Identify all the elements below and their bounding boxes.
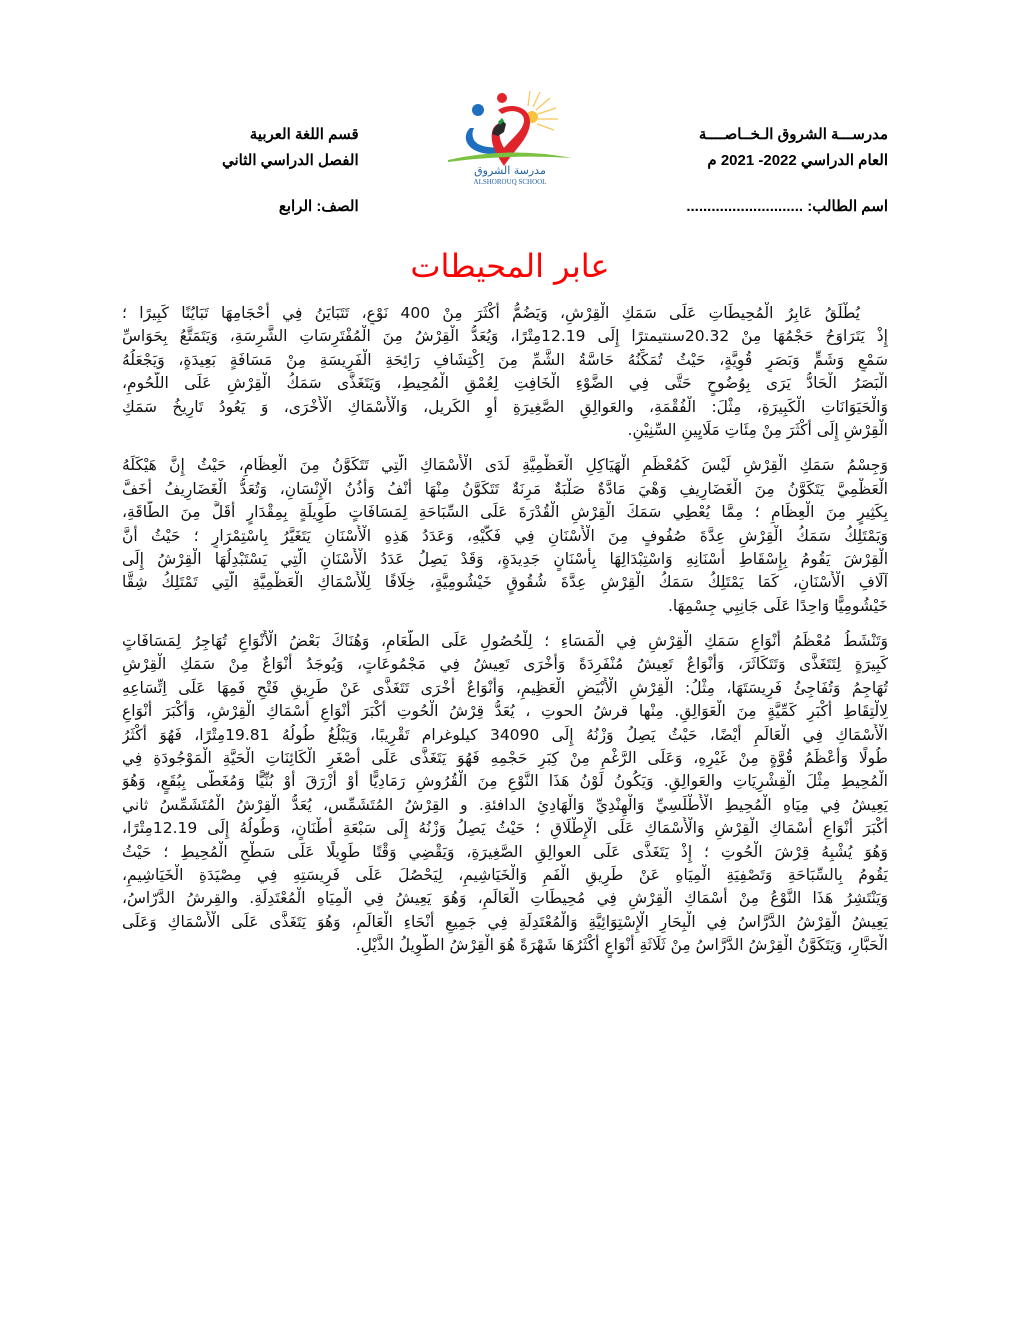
semester: الفصل الدراسي الثاني xyxy=(222,152,359,169)
text-line: أَكْبَرَ أَنْوَاعِ أَسْمَاكِ الْقِرْشِ وَالْأَسْمَاكِ عَلَى الْإِطْلَاقِ ؛ حَيْثُ يَصِلُ وَزْنُهُ إِلَى سَبْعَةِ أَطْنَانٍ، وَطُولُهُ إِلَى 12.19مِتْرًا، xyxy=(122,819,888,838)
text-line: الْقِرْشَ يَقُومُ بِإِسْقَاطِ أَسْنَانِهِ وَاسْتِبْدَالِهَا بِأَسْنَانٍ جَدِيدَةٍ، وَقَدْ يَصِلُ عَدَدُ الْأَسْنَانِ الَّتِي يَسْتَبْدِلُهَا الْقِرْشُ إِلَى xyxy=(122,549,888,568)
svg-text:ALSHOROUQ SCHOOL: ALSHOROUQ SCHOOL xyxy=(473,178,547,186)
text-line: وَجِسْمُ سَمَكِ الْقِرْشِ لَيْسَ كَمُعْظَمِ الْهَيَاكِلِ الْعَظْمِيَّةِ لَدَى الْأَسْمَاكِ الَّتِي تَتَكَوَّنُ مِنَ الْعِظَامِ، حَيْثُ إِنَّ هَيْكَلَهُ xyxy=(122,456,888,475)
text-line: الْمُحِيطِ مِثْلَ الْقِشْرِيَاتِ والعَوالِقِ. وَيَكُونُ لَوْنُ هَذَا النَّوْعِ مِنَ الْقُرُوشِ رَمَادِيًّا أَوْ أَزْرَقَ أَوْ بُنِّيًّا وَمُغَطًّى بِبُقَعٍ، وَهُوَ xyxy=(122,772,888,791)
text-line: الْقِرْشِ إِلَى أَكْثَرَ مِنْ مِئَاتِ مَلَايِينِ السِّنِيْنِ. xyxy=(627,420,888,439)
text-line: كَبِيرَةٍ لِتَتَغَذَّى وَتَتَكَاثَرَ، وَأَنْوَاعٌ تَعِيشُ مُنْفَرِدَةً وَأُخْرَى تَعِيشُ فِي مَجْمُوعَاتٍ، وَيُوجَدُ أَنْوَاعٌ مِنْ سَمَكِ الْقِرْشِ xyxy=(122,655,888,674)
logo-icon xyxy=(440,88,580,188)
academic-year: العام الدراسي 2022- 2021 م xyxy=(707,152,888,169)
text-line: إِذْ يَتَرَاوَحُ حَجْمُهَا مِنْ 20.32سنتيمترًا إِلَى 12.19مِتْرًا، وَيُعَدُّ الْقِرْشُ مِنَ الْمُفْتَرِسَاتِ الشَّرِسَةِ، وَيَتَمَتَّعُ بِحَوَاسِّ xyxy=(122,327,888,346)
text-line: الْحَبَّارِ، وَيَتَكَوَّنُ الْقِرْشُ الدَّرَّاسُ مِنْ ثَلَاثَةِ أَنْوَاعٍ أَكْثَرُهَا شَهْرَةً هُوَ الْقِرْشُ الطَّوِيلُ الذَّيْلِ. xyxy=(355,936,888,955)
department-header xyxy=(222,122,359,220)
paragraph-2 xyxy=(122,454,888,618)
text-line: الْبَصَرُ الْحَادُّ يَرَى بِوُضُوحٍ حَتَّى فِي الضَّوْءِ الْخَافِتِ لِعُمْقِ الْمُحِيطِ، وَيَتَغَذَّى سَمَكُ الْقِرْشِ عَلَى اللُّحُومِ، xyxy=(122,374,888,393)
text-line: يَعِيشُ الْقِرْشُ الدَّرَّاسُ فِي الْبِحَارِ الْإِسْتِوَائِيَّةِ وَالْمُعْتَدِلَةِ فِي جَمِيعِ أَنْحَاءِ الْعَالَمِ، وَهُوَ يَتَغَذَّى عَلَى الْأَسْمَاكِ وَعَلَى xyxy=(122,912,888,931)
text-line: وَالْحَيَوَانَاتِ الْكَبِيرَةِ، مِثْلَ: الْفُقْمَةِ، والعَوالِقِ الصَّغِيرَةِ أَوِ الكَريل، وَالْأَسْمَاكِ الْأُخْرَى، وَ يَعُودُ تَارِيخُ سَمَكِ xyxy=(122,397,888,416)
text-line: يَعِيشُ فِي مِيَاهِ الْمُحِيطِ الْأَطْلَسِيِّ وَالْهِنْدِيِّ وَالْهَادِئِ الدافئةِ. و القِرْشُ المُتَشَمِّس، يُعَدُّ الْقِرْشُ الْمُتَشَمِّسُ ثاني xyxy=(122,795,888,814)
text-line: الْأَسْمَاكِ فِي الْعَالَمِ أَيْضًا، حَيْثُ يَصِلُ وَزْنُهُ إِلَى 34090 كيلوغرام تَقْرِيبًا، وَيَبْلُغُ طُولُهُ 19.81مِتْرًا، فَهُوَ أَكْثَرُ xyxy=(122,725,888,744)
page-title: عابر المحيطات xyxy=(410,247,610,285)
text-line: آلَافِ الْأَسْنَانِ، كَمَا يَمْتَلِكُ سَمَكُ الْقِرْشِ عِدَّةَ شُقُوقٍ خَيْشُومِيَّةٍ، خِلَافًا لِلْأَسْمَاكِ الْعَظْمِيَّةِ الَّتِي تَمْتَلِكُ شِقًّا xyxy=(122,573,888,592)
text-line: يَقُومُ بِالسِّبَاحَةِ وَتَصْفِيَةِ الْمِيَاهِ عَنْ طَرِيقِ الْفَمِ وَالْخَيَاشِيمِ، لِيَحْصُلَ عَلَى فَرِيسَتِهِ فِي مِصْيَدَةِ الْخَيَاشِيمِ، xyxy=(122,865,888,884)
text-line: وَيَنْتَشِرُ هَذَا النَّوْعُ مِنْ أَسْمَاكِ الْقِرْشِ فِي مُحِيطَاتِ الْعَالَمِ، وَهُوَ يَعِيشُ فِي الْمِيَاهِ الْمُعْتَدِلَةِ. والقِرشُ الدَّرّاسُ، xyxy=(122,889,888,908)
text-line: سَمْعٍ وَشَمٍّ وَبَصَرٍ قُوِيَّةٍ، حَيْثُ تُمَكِّنُهُ حَاسَّةُ الشَّمِّ مِنَ اِكْتِشَافِ رَائِحَةِ الْفَرِيسَةِ مِنْ مَسَافَةٍ بَعِيدَةٍ، وَيَجْعَلُهُ xyxy=(122,350,888,369)
text-line: وَتَنْشَطُ مُعْظَمُ أَنْوَاعِ سَمَكِ الْقِرْشِ فِي الْمَسَاءِ ؛ لِلْحُصُولِ عَلَى الطَّعَامِ، وَهُنَاكَ بَعْضُ الْأَنْوَاعِ تُهَاجِرُ لِمَسَافَاتٍ xyxy=(122,632,888,651)
school-name: مدرســـة الشروق الـخــاصــــة xyxy=(698,126,888,143)
text-line: تُهَاجِمُ وَتُفَاجِئُ فَرِيسَتَهَا، مِثْلُ: الْقِرْشِ الْأَبْيَضِ الْعَظِيمِ، وَأَنْوَاعٌ أُخْرَى تَتَغَذَّى عَنْ طَرِيقِ فَتْحِ فَمِهَا عَلَى اِتِّسَاعِهِ xyxy=(122,678,888,697)
text-line: خَيْشُومِيًّا وَاحِدًا عَلَى جَانِبِي جِسْمِهَا. xyxy=(668,596,888,615)
text-line: الْعَظْمِيَّ يَتَكَوَّنُ مِنَ الْغَضَارِيفِ وَهْيَ مَادَّةٌ صَلْبَةٌ مَرِنَةٌ تَتَكَوَّنُ مِنْهَا أَنْفُ وَأُذُنُ الْإِنْسَانِ، وَتُعَدُّ الْغَضَارِيفُ أَخَفَّ xyxy=(122,479,888,498)
text-line: بِكَثِيرٍ مِنَ الْعِظَامِ ؛ مِمَّا يُعْطِي سَمَكَ الْقِرْشِ الْقُدْرَةَ عَلَى السِّبَاحَةِ لِمَسَافَاتٍ طَوِيلَةٍ بِمِقْدَارٍ أَقَلَّ مِنَ الطَّاقَةِ، xyxy=(122,503,888,522)
department-name: قسم اللغة العربية xyxy=(249,126,359,143)
text-line: وَيَمْتَلِكُ سَمَكُ الْقِرْشِ عِدَّةَ صُفُوفٍ مِنَ الْأَسْنَانِ فِي فَكَّيْهِ، وَعَدَدُ هَذِهِ الْأَسْنَانِ يَتَغَيَّرُ بِاسْتِمْرَارٍ ؛ حَيْثُ أَنَّ xyxy=(122,526,888,545)
grade-label: الصف: الرابع xyxy=(278,198,359,215)
svg-text:مدرسة الشروق: مدرسة الشروق xyxy=(474,164,546,177)
school-header xyxy=(686,122,888,220)
text-line: لِالْتِقَاطِ أَكْبَرِ كَمِّيَّةٍ مِنَ الْعَوَالِقِ. مِنْها قرشُ الحوتِ ، يُعَدُّ قِرْشُ الْحُوتِ أَكْبَرَ أَنْوَاعِ أَسْمَاكِ الْقِرْشِ، وَأَكْبَرَ أَنْوَاعِ xyxy=(122,702,888,721)
text-line: وَهُوَ يُشْبِهُ قِرْشَ الْحُوتِ ؛ إِذْ يَتَغَذَّى عَلَى العوالِقِ الصَّغِيرَةِ، وَيَقْضِي وَقْتًا طَوِيلًا عَلَى سَطْحِ الْمُحِيطِ ؛ حَيْثُ xyxy=(122,842,888,861)
school-logo xyxy=(440,88,580,188)
paragraph-1 xyxy=(122,302,888,442)
text-line: يُطْلَقُ عَابِرُ الْمُحِيطَاتِ عَلَى سَمَكِ الْقِرْشِ، وَيَضُمُّ أَكْثَرَ مِنْ 400 نَوْعٍ، تَتَبَايَنُ فِي أَحْجَامِهَا تَبَايُنًا كَبِيرًا ؛ xyxy=(122,304,860,322)
reading-passage xyxy=(122,302,888,968)
student-name-field[interactable]: اسم الطالب: ............................ xyxy=(686,198,888,215)
paragraph-3 xyxy=(122,630,888,957)
text-line: طُولًا وَأَعْظَمُ قُوَّةٍ مِنْ غَيْرِهِ، وَعَلَى الرَّغْمِ مِنْ كِبَرِ حَجْمِهِ فَهُوَ يَتَغَذَّى عَلَى أَصْغَرِ الْكَائِنَاتِ الْحَيَّةِ الْمَوْجُودَةِ فِي xyxy=(122,749,888,768)
